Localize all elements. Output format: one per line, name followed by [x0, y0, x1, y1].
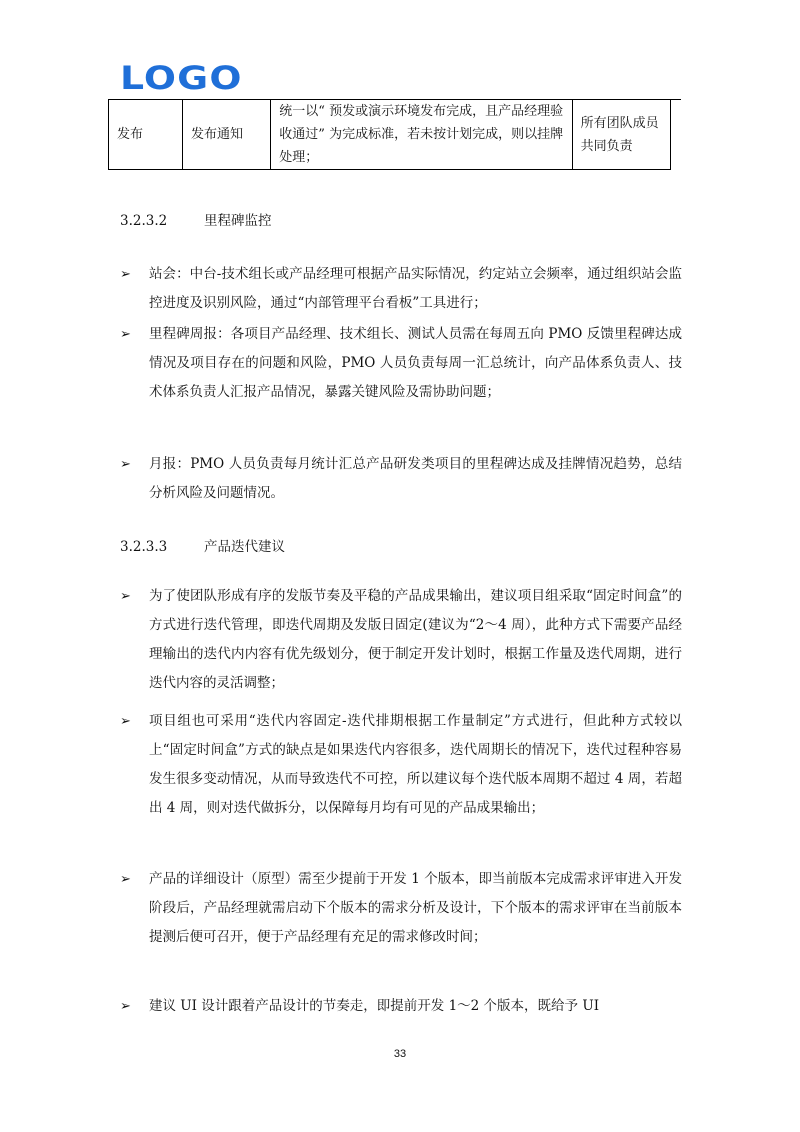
- list-item-text: 里程碑周报：各项目产品经理、技术组长、测试人员需在每周五向 PMO 反馈里程碑达成情况及项目存在的问题和风险，PMO 人员负责每周一汇总统计，向产品体系负责人、技术体系负责人汇报产品情况，暴露关键风险及需协助问题；: [149, 326, 682, 400]
- section-heading: [120, 537, 285, 557]
- list-item-text: 产品的详细设计（原型）需至少提前于开发 1 个版本，即当前版本完成需求评审进入开发阶段后，产品经理就需启动下个版本的需求分析及设计，下个版本的需求评审在当前版本提测后便可召开，便于产品经理有充足的需求修改时间；: [149, 871, 682, 945]
- arrow-bullet-icon: ➢: [120, 872, 131, 887]
- list-item-text: 为了使团队形成有序的发版节奏及平稳的产品成果输出，建议项目组采取“固定时间盒”的方式进行迭代管理，即迭代周期及发版日固定(建议为“2～4 周），此种方式下需要产品经理输出的迭代内内容有优先级划分，便于制定开发计划时，根据工作量及迭代周期，进行迭代内容的灵活调整；: [149, 588, 682, 691]
- arrow-bullet-icon: ➢: [120, 267, 131, 282]
- list-item: [120, 865, 682, 952]
- arrow-bullet-icon: ➢: [120, 714, 131, 729]
- section-number: 3.2.3.2: [120, 213, 168, 229]
- list-item-text: 月报：PMO 人员负责每月统计汇总产品研发类项目的里程碑达成及挂牌情况趋势，总结分析风险及问题情况。: [149, 456, 682, 501]
- list-item: [120, 707, 682, 823]
- arrow-bullet-icon: ➢: [120, 457, 131, 472]
- arrow-bullet-icon: ➢: [120, 327, 131, 342]
- section-heading: [120, 211, 272, 231]
- table-row: [109, 100, 671, 170]
- list-item-text: 项目组也可采用“迭代内容固定-迭代排期根据工作量制定”方式进行，但此种方式较以上“固定时间盒”方式的缺点是如果迭代内容很多，迭代周期长的情况下，迭代过程种容易发生很多变动情况，从而导致迭代不可控，所以建议每个迭代版本周期不超过 4 周，若超出 4 周，则对迭代做拆分，以保障每月均有可见的产品成果输出；: [149, 713, 682, 816]
- section-number: 3.2.3.3: [120, 539, 168, 555]
- table-cell-owner: 所有团队成员共同负责: [572, 100, 670, 170]
- logo: LOGO: [120, 59, 243, 97]
- list-item: [120, 260, 682, 318]
- table-cell-stage: 发布: [109, 100, 183, 170]
- list-item: [120, 992, 682, 1021]
- release-table: [108, 99, 671, 170]
- arrow-bullet-icon: ➢: [120, 589, 131, 604]
- arrow-bullet-icon: ➢: [120, 999, 131, 1014]
- page-number: 33: [393, 1048, 407, 1060]
- table-cell-description: 统一以“ 预发或演示环境发布完成，且产品经理验收通过” 为完成标准，若未按计划完成，则以挂牌处理；: [271, 100, 572, 170]
- list-item-text: 站会：中台-技术组长或产品经理可根据产品实际情况，约定站立会频率，通过组织站会监控进度及识别风险，通过“内部管理平台看板”工具进行；: [149, 266, 682, 311]
- list-item-text: 建议 UI 设计跟着产品设计的节奏走，即提前开发 1～2 个版本，既给予 UI: [149, 998, 600, 1014]
- section-title: 产品迭代建议: [204, 539, 285, 555]
- table-cell-item: 发布通知: [183, 100, 271, 170]
- list-item: [120, 450, 682, 508]
- list-item: [120, 320, 682, 407]
- list-item: [120, 582, 682, 698]
- section-title: 里程碑监控: [204, 213, 272, 229]
